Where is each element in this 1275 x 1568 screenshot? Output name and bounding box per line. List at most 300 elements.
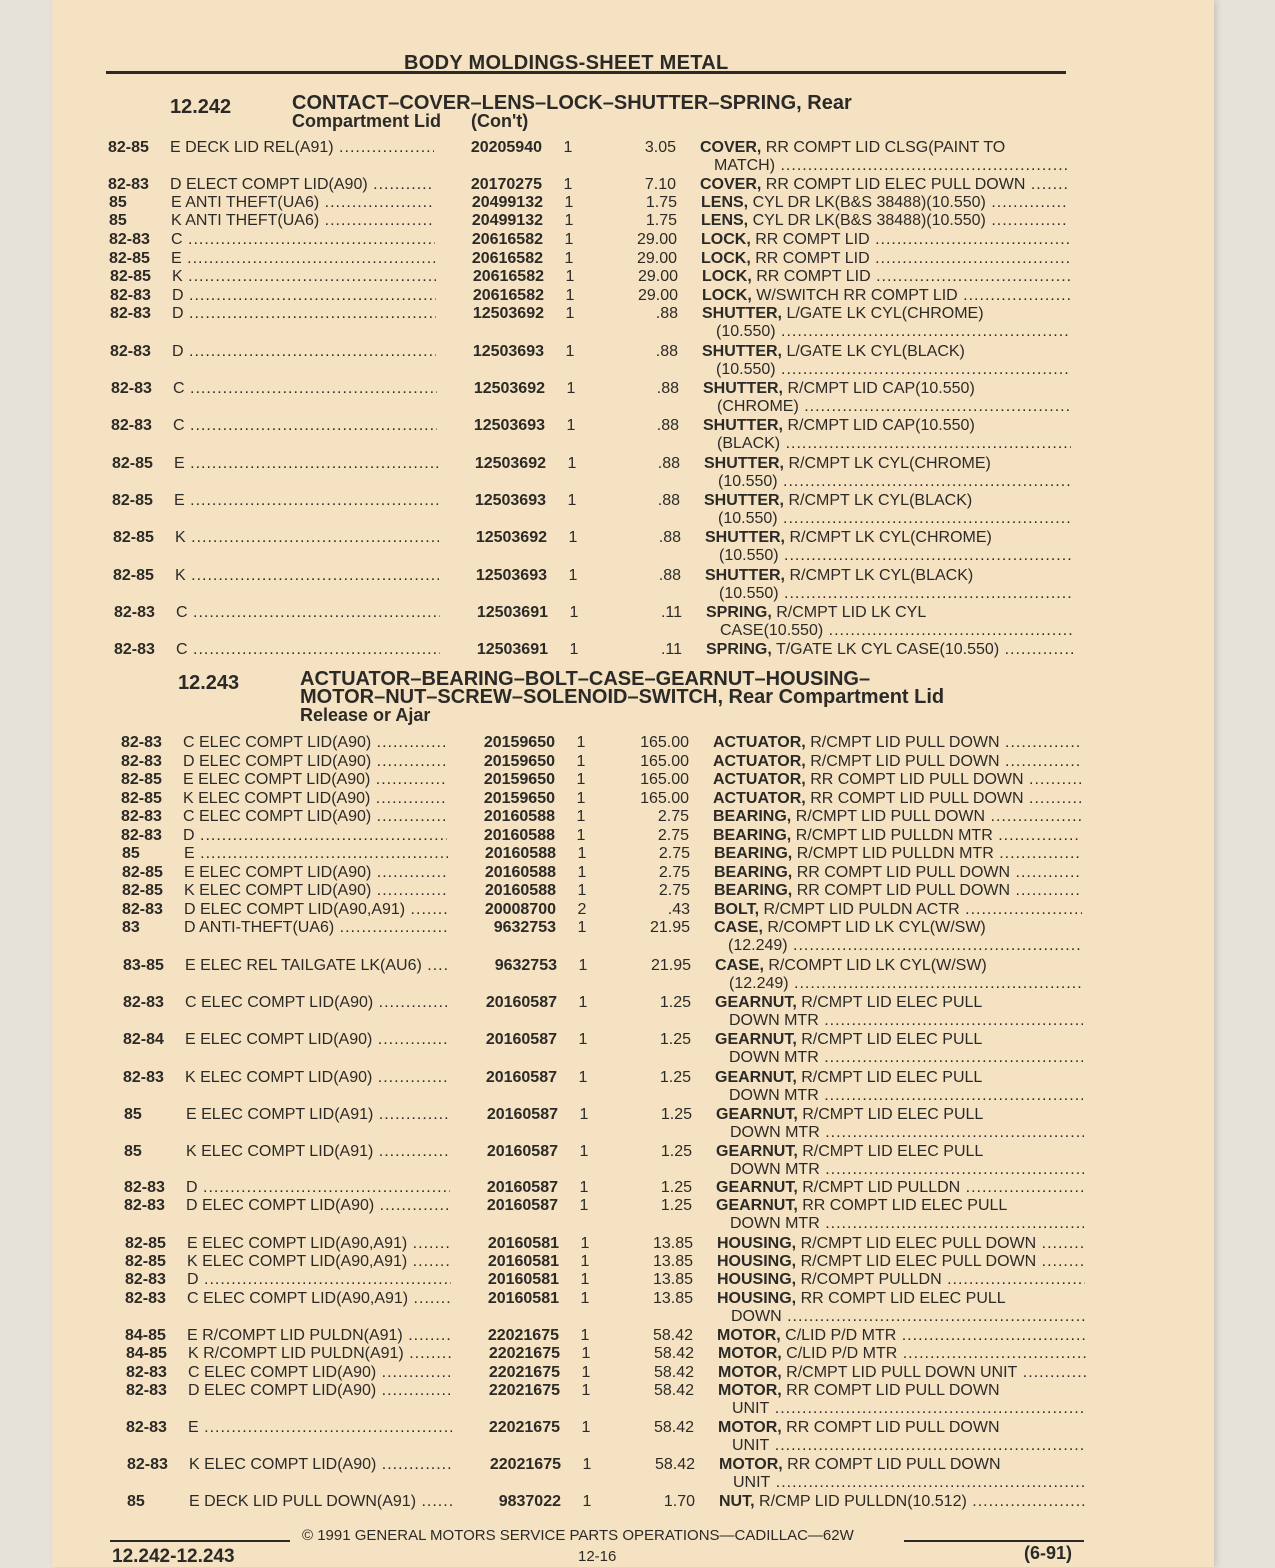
part-name: SHUTTER, — [704, 455, 784, 472]
part-name: CASE, — [714, 919, 763, 936]
series-option: D ELEC COMPT LID(A90) ..... — [188, 1382, 458, 1400]
price: 58.42 — [653, 1419, 694, 1436]
model-years: 82-83 — [109, 231, 150, 248]
quantity: 1 — [579, 1179, 589, 1196]
part-description-continued: UNIT ..... — [718, 1437, 1086, 1455]
quantity: 1 — [577, 882, 587, 899]
part-number: 20160587 — [449, 1031, 557, 1049]
quantity: 1 — [565, 343, 575, 360]
part-description-continued: (10.550) ..... — [705, 585, 1073, 603]
part-name: SPRING, — [706, 641, 772, 658]
series-option: K ELEC COMPT LID(A90) ..... — [189, 1456, 459, 1474]
part-description-continued: DOWN MTR ..... — [715, 1049, 1083, 1067]
part-description — [715, 994, 1083, 1030]
part-description-text: RR COMPT LID ELEC PULL — [800, 1290, 1006, 1307]
part-name: ACTUATOR, — [713, 771, 806, 788]
part-name: MOTOR, — [718, 1364, 782, 1381]
model-years: 82-83 — [110, 343, 151, 360]
page-header-title: BODY MOLDINGS-SHEET METAL — [404, 52, 729, 74]
model-years: 82-83 — [111, 380, 152, 397]
table-row — [123, 994, 1093, 1030]
price: 58.42 — [653, 1345, 694, 1362]
table-row — [121, 808, 1091, 826]
series-option: E ..... — [171, 250, 441, 268]
section-title — [300, 670, 944, 724]
model-years: 82-85 — [108, 139, 149, 156]
quantity: 1 — [577, 845, 587, 862]
part-name: SHUTTER, — [702, 305, 782, 322]
part-description — [704, 492, 1072, 528]
part-name: LOCK, — [701, 231, 751, 248]
part-name: HOUSING, — [717, 1253, 797, 1270]
model-years: 82-85 — [125, 1235, 166, 1252]
price: 1.75 — [645, 212, 677, 229]
price: 7.10 — [644, 176, 676, 193]
part-number: 20160588 — [448, 845, 556, 863]
part-number: 22021675 — [452, 1382, 560, 1400]
price: 29.00 — [637, 287, 678, 304]
series-option: E ELEC COMPT LID(A90,A91) ..... — [187, 1235, 457, 1253]
part-name: BEARING, — [713, 827, 792, 844]
quantity: 1 — [580, 1235, 590, 1252]
part-name: GEARNUT, — [715, 1031, 797, 1048]
table-row — [124, 1106, 1094, 1142]
quantity: 1 — [565, 287, 575, 304]
model-years: 82-83 — [125, 1290, 166, 1307]
part-number: 20159650 — [447, 790, 555, 808]
model-years: 82-83 — [110, 287, 151, 304]
part-description — [714, 919, 1082, 955]
part-number: 20160581 — [451, 1290, 559, 1308]
price: .88 — [655, 343, 678, 360]
model-years: 82-83 — [124, 1197, 165, 1214]
part-description — [717, 1271, 1085, 1289]
part-number: 12503692 — [436, 305, 544, 323]
price: 1.70 — [663, 1493, 695, 1510]
table-row — [127, 1493, 1097, 1511]
model-years: 82-83 — [108, 176, 149, 193]
section-title-line: MOTOR–NUT–SCREW–SOLENOID–SWITCH, Rear Compartment Lid — [300, 686, 945, 708]
part-name: LOCK, — [702, 287, 752, 304]
part-number: 9632753 — [449, 957, 557, 975]
part-name: MOTOR, — [717, 1327, 781, 1344]
quantity: 1 — [564, 231, 574, 248]
price: .88 — [656, 417, 679, 434]
model-years: 82-85 — [110, 268, 151, 285]
part-name: MOTOR, — [718, 1382, 782, 1399]
price: 58.42 — [652, 1327, 693, 1344]
price: .88 — [657, 455, 680, 472]
part-description-text: R/CMPT LID ELEC PULL — [802, 1143, 984, 1160]
quantity: 1 — [579, 1106, 589, 1123]
part-description-continued: (10.550) ..... — [704, 510, 1072, 528]
price: 13.85 — [652, 1253, 693, 1270]
part-description — [700, 139, 1068, 175]
part-description-continued: DOWN ..... — [717, 1308, 1085, 1326]
part-number: 20160587 — [449, 994, 557, 1012]
price: 58.42 — [653, 1382, 694, 1399]
part-description-text: R/CMPT LID PULL DOWN UNIT — [786, 1364, 1018, 1381]
model-years: 84-85 — [125, 1327, 166, 1344]
part-name: LENS, — [701, 212, 749, 229]
section-title-line: ACTUATOR–BEARING–BOLT–CASE–GEARNUT–HOUSING– — [300, 668, 871, 690]
part-description — [717, 1327, 1085, 1345]
part-description-text: R/CMPT LID ELEC PULL — [801, 1069, 983, 1086]
footer-copyright: © 1991 GENERAL MOTORS SERVICE PARTS OPERATIONS—CADILLAC—62W — [302, 1527, 854, 1544]
part-description-continued: (10.550) ..... — [702, 361, 1070, 379]
model-years: 82-83 — [122, 901, 163, 918]
table-row — [125, 1290, 1095, 1326]
model-years: 82-85 — [113, 529, 154, 546]
table-row — [110, 268, 1080, 286]
quantity: 1 — [564, 194, 574, 211]
part-description-text: RR COMPT LID CLSG(PAINT TO — [765, 139, 1006, 156]
part-description — [714, 882, 1082, 900]
series-option: E ..... — [188, 1419, 458, 1437]
price: .88 — [657, 492, 680, 509]
footer-page-number: 12-16 — [578, 1548, 617, 1565]
table-row — [122, 845, 1092, 863]
series-option: E DECK LID PULL DOWN(A91) ..... — [189, 1493, 459, 1511]
part-number: 12503692 — [438, 455, 546, 473]
part-number: 22021675 — [452, 1419, 560, 1437]
table-row — [122, 864, 1092, 882]
series-option: E R/COMPT LID PULDN(A91) ..... — [187, 1327, 457, 1345]
part-number: 12503693 — [439, 567, 547, 585]
price: 2.75 — [657, 808, 689, 825]
part-number: 12503693 — [438, 492, 546, 510]
part-name: LOCK, — [701, 250, 751, 267]
part-description-text: CYL DR LK(B&S 38488)(10.550) — [752, 194, 986, 211]
table-row — [123, 1069, 1093, 1105]
part-name: HOUSING, — [717, 1271, 797, 1288]
table-row — [123, 957, 1093, 993]
price: 21.95 — [649, 919, 690, 936]
price: .43 — [667, 901, 690, 918]
section-number: 12.242 — [170, 96, 232, 118]
part-description-continued: (12.249) ..... — [715, 975, 1083, 993]
part-name: COVER, — [700, 139, 762, 156]
table-row — [125, 1253, 1095, 1271]
part-number: 20160587 — [450, 1106, 558, 1124]
part-description-text: RR COMPT LID PULL DOWN — [796, 864, 1011, 881]
part-description — [701, 250, 1069, 268]
part-number: 20160581 — [451, 1253, 559, 1271]
part-name: BOLT, — [714, 901, 760, 918]
part-description-text: CYL DR LK(B&S 38488)(10.550) — [752, 212, 986, 229]
part-description — [717, 1235, 1085, 1253]
part-number: 20160588 — [448, 882, 556, 900]
part-name: GEARNUT, — [715, 994, 797, 1011]
series-option: K ELEC COMPT LID(A90) ..... — [185, 1069, 455, 1087]
series-option: C ..... — [171, 231, 441, 249]
quantity: 2 — [577, 901, 587, 918]
price: 165.00 — [640, 734, 689, 751]
part-number: 20160581 — [451, 1235, 559, 1253]
model-years: 82-83 — [111, 417, 152, 434]
table-row — [122, 901, 1092, 919]
table-row — [126, 1345, 1096, 1363]
series-option: E ANTI THEFT(UA6) ..... — [171, 194, 441, 212]
model-years: 83 — [122, 919, 140, 936]
model-years: 85 — [122, 845, 140, 862]
part-name: NUT, — [719, 1493, 755, 1510]
quantity: 1 — [581, 1419, 591, 1436]
series-option: C ELEC COMPT LID(A90) ..... — [183, 808, 453, 826]
table-row — [109, 194, 1079, 212]
price: .11 — [660, 641, 682, 658]
model-years: 82-83 — [126, 1364, 167, 1381]
price: 165.00 — [640, 771, 689, 788]
part-number: 20159650 — [447, 771, 555, 789]
part-number: 20159650 — [447, 753, 555, 771]
series-option: E ..... — [174, 492, 444, 510]
series-option: E ELEC COMPT LID(A90) ..... — [183, 771, 453, 789]
quantity: 1 — [567, 455, 577, 472]
table-row — [121, 753, 1091, 771]
part-name: BEARING, — [713, 808, 792, 825]
part-number: 20159650 — [447, 734, 555, 752]
part-number: 20160587 — [450, 1197, 558, 1215]
part-name: COVER, — [700, 176, 762, 193]
model-years: 82-83 — [123, 1069, 164, 1086]
part-description — [713, 753, 1081, 771]
part-description — [716, 1106, 1084, 1142]
price: .11 — [660, 604, 682, 621]
part-description-text: RR COMPT LID — [755, 231, 870, 248]
series-option: K ELEC COMPT LID(A90,A91) ..... — [187, 1253, 457, 1271]
part-number: 12503693 — [436, 343, 544, 361]
quantity: 1 — [578, 1069, 588, 1086]
part-description-text: W/SWITCH RR COMPT LID — [756, 287, 958, 304]
part-description-text: R/CMPT LK CYL(BLACK) — [789, 567, 974, 584]
part-description-text: R/CMPT LID PULL DOWN — [810, 734, 1000, 751]
series-option: C ELEC COMPT LID(A90) ..... — [185, 994, 455, 1012]
part-description-text: RR COMPT LID PULL DOWN — [810, 790, 1024, 807]
part-description-continued: (10.550) ..... — [702, 323, 1070, 341]
part-description — [719, 1493, 1087, 1511]
part-description-text: C/LID P/D MTR — [786, 1345, 898, 1362]
table-row — [123, 1031, 1093, 1067]
part-description-text: R/CMPT LID ELEC PULL DOWN — [800, 1235, 1037, 1252]
section-title-line: CONTACT–COVER–LENS–LOCK–SHUTTER–SPRING, Rear — [292, 92, 852, 114]
section-title — [292, 94, 852, 130]
part-description — [718, 1382, 1086, 1418]
part-description — [713, 771, 1081, 789]
model-years: 82-83 — [124, 1179, 165, 1196]
part-number: 22021675 — [453, 1456, 561, 1474]
series-option: D ELEC COMPT LID(A90,A91) ..... — [184, 901, 454, 919]
price: 1.25 — [659, 1069, 691, 1086]
series-option: K ..... — [175, 529, 445, 547]
quantity: 1 — [566, 417, 576, 434]
price: 13.85 — [652, 1271, 693, 1288]
part-description-text: R/CMPT LID PULLDN MTR — [795, 827, 993, 844]
part-description-text: RR COMPT LID ELEC PULL DOWN — [765, 176, 1026, 193]
part-description-text: R/CMPT LID ELEC PULL — [801, 994, 983, 1011]
quantity: 1 — [576, 827, 586, 844]
part-description — [717, 1253, 1085, 1271]
quantity: 1 — [563, 139, 573, 156]
table-row — [122, 919, 1092, 955]
price: 2.75 — [657, 827, 689, 844]
quantity: 1 — [580, 1290, 590, 1307]
price: 3.05 — [644, 139, 676, 156]
part-description-continued: MATCH) ..... — [700, 157, 1068, 175]
price: 2.75 — [658, 864, 690, 881]
quantity: 1 — [576, 771, 586, 788]
table-row — [125, 1327, 1095, 1345]
part-name: SHUTTER, — [702, 343, 782, 360]
quantity: 1 — [565, 305, 575, 322]
part-description-text: R/CMPT LID CAP(10.550) — [787, 380, 975, 397]
part-name: HOUSING, — [717, 1235, 797, 1252]
part-description-text: RR COMPT LID — [755, 250, 870, 267]
table-row — [109, 250, 1079, 268]
table-row — [110, 343, 1080, 379]
part-name: CASE, — [715, 957, 764, 974]
part-description-text: R/CMPT LID ELEC PULL — [801, 1031, 983, 1048]
part-description — [701, 212, 1069, 230]
price: 1.25 — [660, 1143, 692, 1160]
series-option: C ..... — [176, 641, 446, 659]
quantity: 1 — [576, 808, 586, 825]
table-row — [111, 417, 1081, 453]
table-row — [126, 1419, 1096, 1455]
series-option: E ..... — [184, 845, 454, 863]
price: .88 — [655, 305, 678, 322]
series-option: K ELEC COMPT LID(A90) ..... — [183, 790, 453, 808]
part-description-text: R/CMPT LID ELEC PULL DOWN — [800, 1253, 1037, 1270]
table-row — [110, 287, 1080, 305]
price: 29.00 — [636, 231, 677, 248]
price: 2.75 — [658, 882, 690, 899]
part-description — [705, 567, 1073, 603]
model-years: 82-83 — [123, 994, 164, 1011]
part-description — [706, 641, 1074, 659]
table-row — [121, 771, 1091, 789]
part-number: 20499132 — [435, 194, 543, 212]
part-number: 12503692 — [439, 529, 547, 547]
model-years: 82-85 — [121, 771, 162, 788]
part-number: 20008700 — [448, 901, 556, 919]
part-description-continued: UNIT ..... — [718, 1400, 1086, 1418]
quantity: 1 — [564, 212, 574, 229]
series-option: C ..... — [173, 417, 443, 435]
quantity: 1 — [567, 492, 577, 509]
series-option: D ELEC COMPT LID(A90) ..... — [183, 753, 453, 771]
part-name: SHUTTER, — [703, 380, 783, 397]
table-row — [124, 1179, 1094, 1197]
part-description-continued: (10.550) ..... — [704, 473, 1072, 491]
part-description-text: C/LID P/D MTR — [785, 1327, 897, 1344]
part-description — [718, 1419, 1086, 1455]
series-option: D ..... — [186, 1179, 456, 1197]
series-option: K R/COMPT LID PULDN(A91) ..... — [188, 1345, 458, 1363]
part-number: 20205940 — [434, 139, 542, 157]
part-description — [705, 529, 1073, 565]
series-option: D ANTI-THEFT(UA6) ..... — [184, 919, 454, 937]
series-option: C ELEC COMPT LID(A90,A91) ..... — [187, 1290, 457, 1308]
model-years: 85 — [124, 1143, 142, 1160]
quantity: 1 — [568, 567, 578, 584]
quantity: 1 — [580, 1253, 590, 1270]
part-number: 20170275 — [434, 176, 542, 194]
price: 58.42 — [653, 1364, 694, 1381]
part-number: 20160581 — [451, 1271, 559, 1289]
part-number: 20160587 — [449, 1069, 557, 1087]
price: .88 — [658, 529, 681, 546]
part-description-text: RR COMPT LID ELEC PULL — [802, 1197, 1008, 1214]
part-description — [703, 380, 1071, 416]
part-description-text: R/CMPT LID LK CYL — [776, 604, 927, 621]
quantity: 1 — [569, 641, 579, 658]
table-row — [112, 492, 1082, 528]
part-description-text: R/CMP LID PULLDN(10.512) — [759, 1493, 967, 1510]
section-number: 12.243 — [178, 672, 240, 694]
part-name: MOTOR, — [719, 1456, 783, 1473]
part-name: BEARING, — [714, 882, 793, 899]
part-description — [700, 176, 1068, 194]
series-option: E ELEC COMPT LID(A91) ..... — [186, 1106, 456, 1124]
part-description-text: RR COMPT LID PULL DOWN — [810, 771, 1024, 788]
quantity: 1 — [564, 250, 574, 267]
table-row — [124, 1143, 1094, 1179]
quantity: 1 — [580, 1327, 590, 1344]
price: .88 — [656, 380, 679, 397]
price: 29.00 — [636, 250, 677, 267]
model-years: 84-85 — [126, 1345, 167, 1362]
part-description-continued: (10.550) ..... — [705, 547, 1073, 565]
part-name: GEARNUT, — [715, 1069, 797, 1086]
series-option: K ELEC COMPT LID(A90) ..... — [184, 882, 454, 900]
model-years: 82-83 — [126, 1382, 167, 1399]
part-number: 20616582 — [435, 250, 543, 268]
continued-label: (Con't) — [471, 111, 529, 131]
part-description — [716, 1179, 1084, 1197]
quantity: 1 — [566, 380, 576, 397]
model-years: 82-85 — [122, 882, 163, 899]
part-description — [713, 827, 1081, 845]
part-number: 12503691 — [440, 604, 548, 622]
table-row — [126, 1382, 1096, 1418]
quantity: 1 — [565, 268, 575, 285]
table-row — [114, 641, 1084, 659]
table-row — [121, 790, 1091, 808]
quantity: 1 — [579, 1197, 589, 1214]
part-description-continued: (12.249) ..... — [714, 937, 1082, 955]
series-option: D ..... — [172, 305, 442, 323]
part-name: GEARNUT, — [716, 1143, 798, 1160]
model-years: 82-83 — [121, 734, 162, 751]
price: 13.85 — [652, 1235, 693, 1252]
part-description-text: RR COMPT LID PULL DOWN — [786, 1382, 1000, 1399]
footer-rule-left — [110, 1540, 290, 1542]
part-description — [714, 845, 1082, 863]
part-number: 12503693 — [437, 417, 545, 435]
section-subtitle: Compartment Lid — [292, 111, 442, 131]
part-description-text: R/COMPT LID LK CYL(W/SW) — [768, 957, 987, 974]
part-name: BEARING, — [714, 864, 793, 881]
series-option: E ELEC REL TAILGATE LK(AU6) ..... — [185, 957, 455, 975]
part-description-continued: DOWN MTR ..... — [715, 1087, 1083, 1105]
model-years: 85 — [109, 194, 127, 211]
price: 1.75 — [645, 194, 677, 211]
quantity: 1 — [569, 604, 579, 621]
part-description-text: R/CMPT LID PULL DOWN — [795, 808, 986, 825]
series-option: C ..... — [176, 604, 446, 622]
quantity: 1 — [582, 1456, 592, 1473]
